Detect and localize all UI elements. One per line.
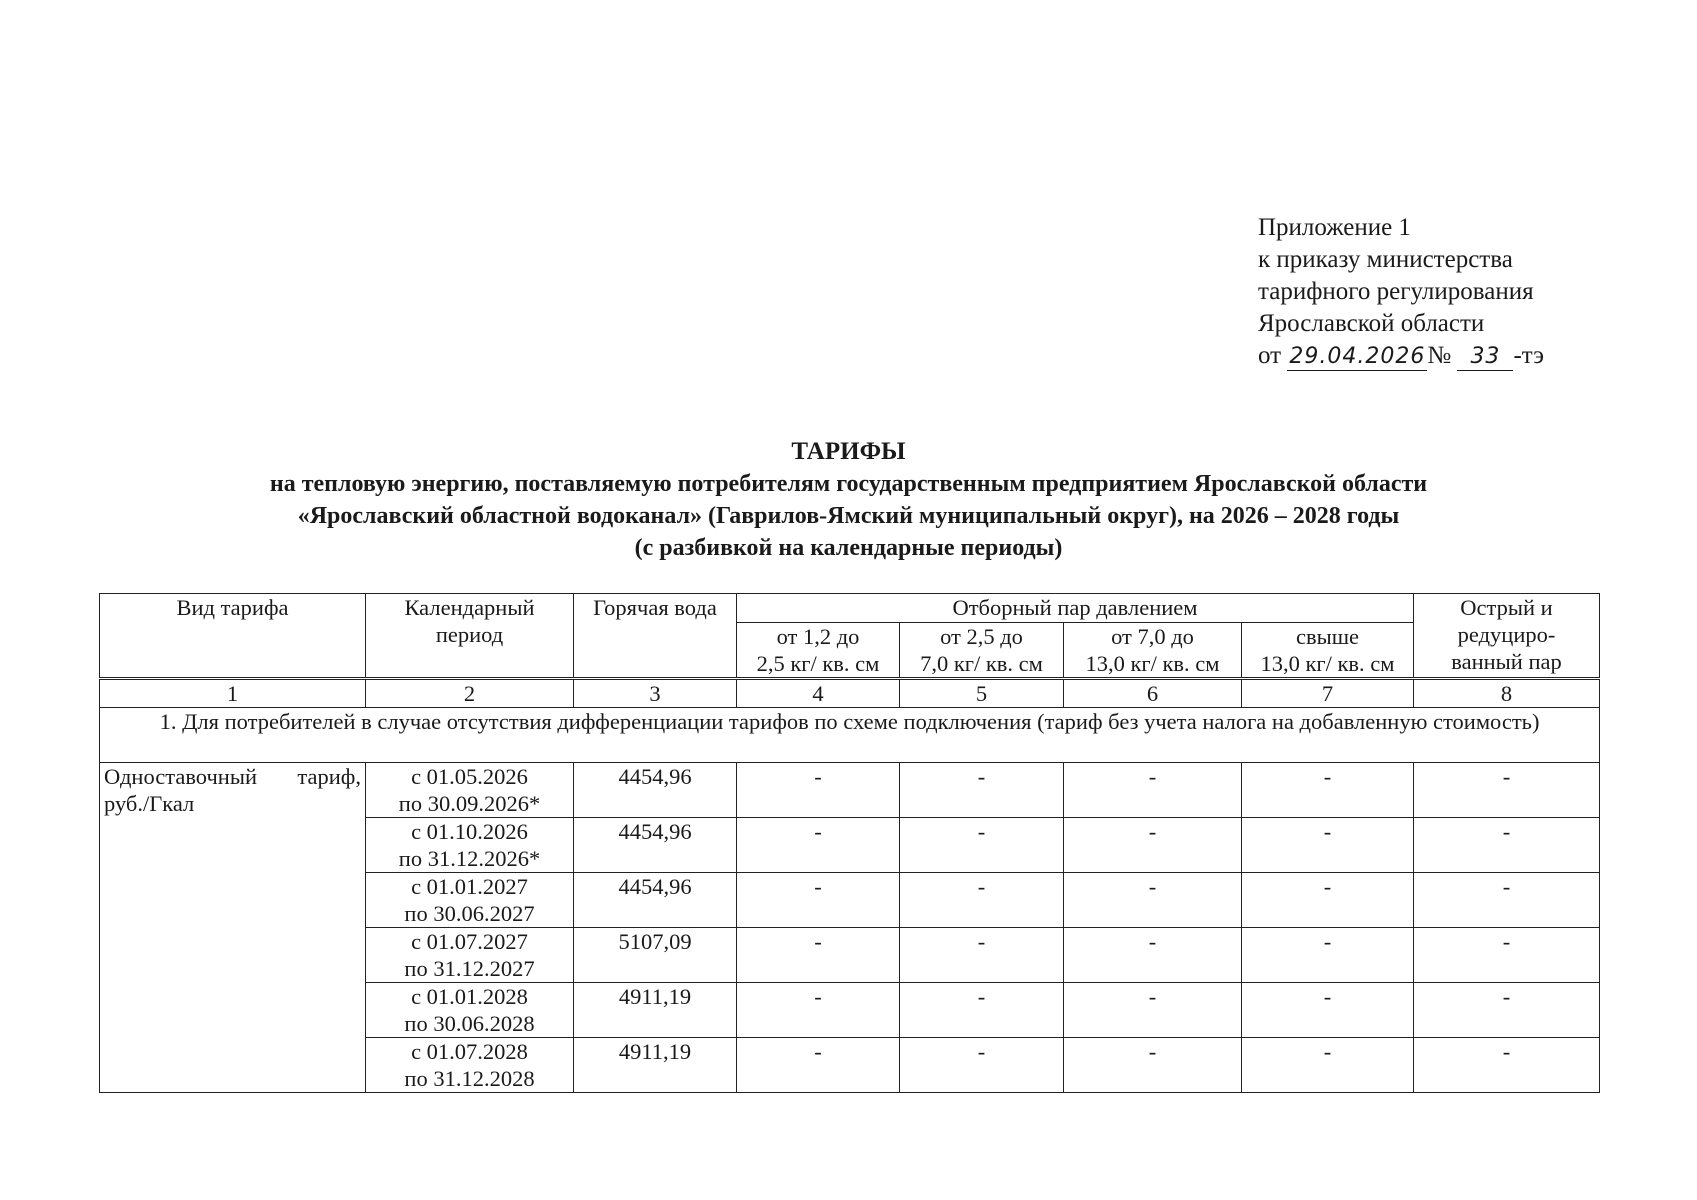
column-number: 1: [100, 679, 366, 708]
column-number: 4: [737, 679, 900, 708]
header-pressure-1: [737, 623, 900, 679]
header-pressure-1-a: от 1,2 до: [776, 624, 860, 649]
column-number: 3: [574, 679, 737, 708]
tariff-table: [99, 593, 1600, 1093]
period-from: с 01.01.2027: [411, 874, 528, 899]
header-pressure-4: [1242, 623, 1414, 679]
steam-value: -: [1064, 928, 1242, 983]
steam-value: -: [737, 983, 900, 1038]
header-pressure-4-a: свыше: [1295, 624, 1360, 649]
steam-value: -: [1242, 818, 1414, 873]
steam-value: -: [900, 928, 1064, 983]
sharp-steam-value: -: [1414, 1038, 1600, 1093]
tariff-label-line2: руб./Гкал: [104, 791, 195, 816]
annex-line-region: Ярославской области: [1258, 310, 1485, 337]
period-from: с 01.01.2028: [411, 984, 528, 1009]
period-from: с 01.10.2026: [411, 819, 528, 844]
period-from: с 01.05.2026: [411, 764, 528, 789]
header-steam-group: Отборный пар давлением: [737, 594, 1414, 623]
period-from: с 01.07.2028: [411, 1039, 528, 1064]
steam-value: -: [1064, 873, 1242, 928]
header-pressure-3: [1064, 623, 1242, 679]
annex-number-label: №: [1427, 342, 1452, 369]
steam-value: -: [900, 873, 1064, 928]
steam-value: -: [900, 818, 1064, 873]
header-pressure-3-b: 13,0 кг/ кв. см: [1085, 651, 1220, 676]
steam-value: -: [737, 928, 900, 983]
period-to: по 31.12.2027: [404, 956, 535, 981]
column-numbers-row: [100, 679, 1600, 708]
period-to: по 30.06.2027: [404, 901, 535, 926]
sharp-steam-value: -: [1414, 763, 1600, 818]
title-line-1: на тепловую энергию, поставляемую потребителям государственным предприятием Ярославской области: [269, 471, 1428, 497]
hot-water-value: 4454,96: [574, 873, 737, 928]
header-hot-water: Горячая вода: [574, 594, 737, 679]
annex-title: Приложение 1: [1258, 214, 1411, 241]
header-pressure-2: [900, 623, 1064, 679]
title-main: ТАРИФЫ: [791, 438, 906, 465]
steam-value: -: [1064, 1038, 1242, 1093]
section-title: 1. Для потребителей в случае отсутствия дифференциации тарифов по схеме подключения (тариф без учета налога на добавленную стоимость): [100, 708, 1600, 763]
header-calendar-period: [366, 594, 574, 679]
period-cell: [366, 928, 574, 983]
period-from: с 01.07.2027: [411, 929, 528, 954]
column-number: 2: [366, 679, 574, 708]
steam-value: -: [737, 763, 900, 818]
annex-line-ministry: тарифного регулирования: [1258, 278, 1534, 305]
steam-value: -: [900, 1038, 1064, 1093]
sharp-steam-value: -: [1414, 928, 1600, 983]
steam-value: -: [1242, 928, 1414, 983]
period-cell: [366, 873, 574, 928]
steam-value: -: [1064, 763, 1242, 818]
steam-value: -: [1242, 873, 1414, 928]
header-pressure-3-a: от 7,0 до: [1111, 624, 1194, 649]
hot-water-value: 5107,09: [574, 928, 737, 983]
period-cell: [366, 818, 574, 873]
header-sharp-line3: ванный пар: [1451, 649, 1562, 674]
column-number: 8: [1414, 679, 1600, 708]
steam-value: -: [1242, 983, 1414, 1038]
hot-water-value: 4454,96: [574, 763, 737, 818]
period-cell: [366, 1038, 574, 1093]
hot-water-value: 4454,96: [574, 818, 737, 873]
column-number: 6: [1064, 679, 1242, 708]
document-title: [90, 436, 1607, 564]
header-tariff-type: Вид тарифа: [100, 594, 366, 679]
steam-value: -: [737, 818, 900, 873]
steam-value: -: [737, 1038, 900, 1093]
period-to: по 30.06.2028: [404, 1011, 535, 1036]
header-sharp-line2: редуциро-: [1457, 622, 1556, 647]
header-sharp-line1: Острый и: [1460, 595, 1553, 620]
title-line-2: «Ярославский областной водоканал» (Гаврилов-Ямский муниципальный округ), на 2026 – 2028 годы: [297, 503, 1400, 529]
annex-line-order: к приказу министерства: [1258, 246, 1513, 273]
sharp-steam-value: -: [1414, 818, 1600, 873]
column-number: 5: [900, 679, 1064, 708]
steam-value: -: [1064, 818, 1242, 873]
header-period-line1: Календарный: [404, 595, 535, 620]
title-line-3: (с разбивкой на календарные периоды): [634, 535, 1063, 561]
steam-value: -: [1064, 983, 1242, 1038]
column-number: 7: [1242, 679, 1414, 708]
hot-water-value: 4911,19: [574, 983, 737, 1038]
steam-value: -: [737, 873, 900, 928]
steam-value: -: [1242, 1038, 1414, 1093]
steam-value: -: [900, 983, 1064, 1038]
tariff-type-cell: [100, 763, 366, 1093]
period-cell: [366, 763, 574, 818]
sharp-steam-value: -: [1414, 983, 1600, 1038]
table-row: [100, 763, 1600, 818]
header-period-line2: период: [435, 622, 504, 647]
steam-value: -: [1242, 763, 1414, 818]
period-to: по 31.12.2028: [404, 1066, 535, 1091]
annex-suffix: -тэ: [1513, 342, 1545, 369]
handwritten-date: 29.04.2026: [1289, 344, 1426, 369]
period-to: по 31.12.2026*: [398, 846, 541, 871]
sharp-steam-value: -: [1414, 873, 1600, 928]
annex-block: [1258, 212, 1678, 372]
annex-from-label: от: [1258, 342, 1282, 369]
header-pressure-1-b: 2,5 кг/ кв. см: [756, 651, 880, 676]
header-pressure-2-b: 7,0 кг/ кв. см: [920, 651, 1043, 676]
header-sharp-steam: [1414, 594, 1600, 679]
tariff-label-line1: Одноставочный тариф,: [104, 764, 361, 789]
handwritten-number: 33: [1457, 344, 1513, 371]
steam-value: -: [900, 763, 1064, 818]
hot-water-value: 4911,19: [574, 1038, 737, 1093]
annex-date-line: [1258, 340, 1678, 372]
header-pressure-2-a: от 2,5 до: [940, 624, 1023, 649]
period-cell: [366, 983, 574, 1038]
period-to: по 30.09.2026*: [398, 791, 541, 816]
header-pressure-4-b: 13,0 кг/ кв. см: [1260, 651, 1395, 676]
